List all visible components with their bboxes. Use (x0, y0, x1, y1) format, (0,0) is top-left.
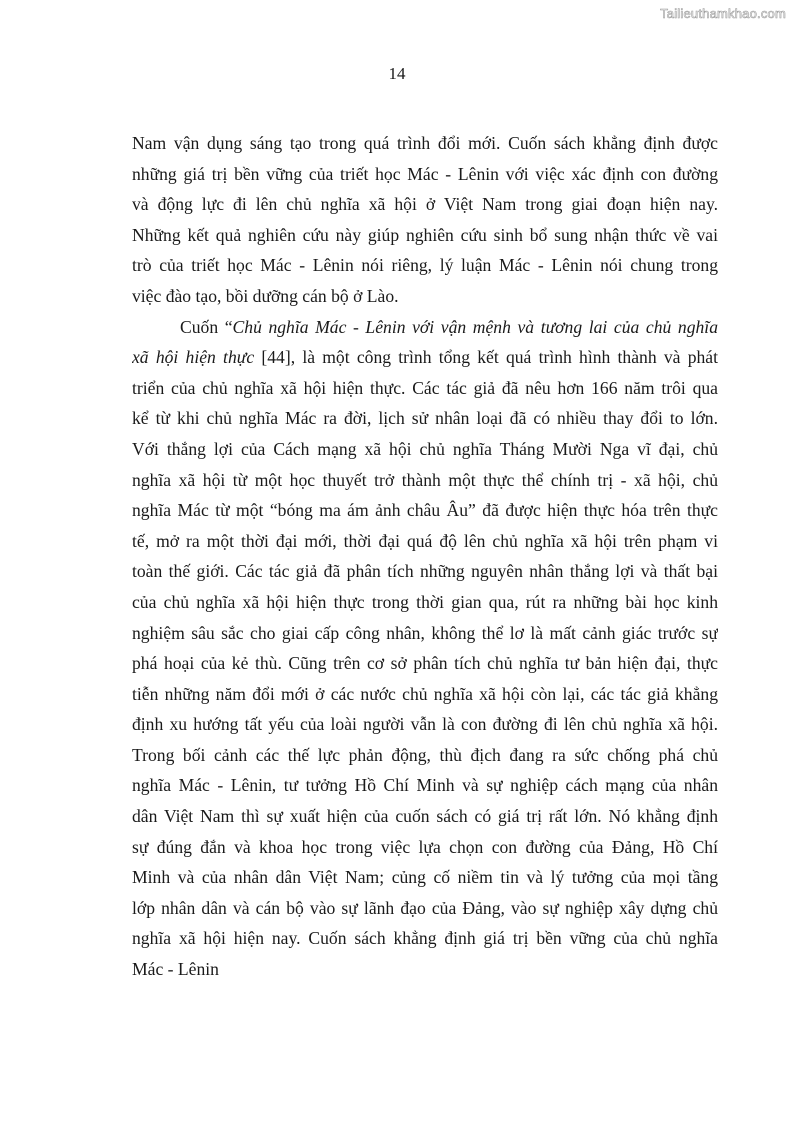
watermark-text: Tailieuthamkhao.com (660, 6, 786, 21)
paragraph-2-line: Minh và của nhân dân Việt Nam; củng cố niềm tin và lý tưởng của mọi tầng (132, 867, 718, 888)
book-title-part-2: xã hội hiện thực (132, 347, 255, 368)
paragraph-2-line: của chủ nghĩa xã hội hiện thực trong thời gian qua, rút ra những bài học kinh (132, 591, 718, 612)
paragraph-1-line: những giá trị bền vững của triết học Mác - Lênin với việc xác định con đường (132, 163, 718, 184)
paragraph-2-line: triển của chủ nghĩa xã hội hiện thực. Các tác giả đã nêu hơn 166 năm trôi qua (132, 377, 718, 398)
paragraph-2-citation: [44], là một công trình tổng kết quá trình hình thành và phát (254, 347, 718, 368)
paragraph-2-line: dân Việt Nam thì sự xuất hiện của cuốn sách có giá trị rất lớn. Nó khẳng định (132, 806, 718, 827)
paragraph-1-line: và động lực đi lên chủ nghĩa xã hội ở Việt Nam trong giai đoạn hiện nay. (132, 194, 718, 215)
paragraph-2-line: tiễn những năm đổi mới ở các nước chủ nghĩa xã hội còn lại, các tác giả khẳng (132, 683, 718, 704)
paragraph-2-line: nghĩa Mác - Lênin, tư tưởng Hồ Chí Minh và sự nghiệp cách mạng của nhân (132, 775, 718, 796)
page-number: 14 (388, 64, 406, 83)
paragraph-1-line: việc đào tạo, bồi dưỡng cán bộ ở Lào. (132, 285, 399, 306)
paragraph-2-line: nghĩa xã hội từ một học thuyết trở thành một thực thể chính trị - xã hội, chủ (132, 469, 718, 490)
paragraph-2-line: phá hoại của kẻ thù. Cũng trên cơ sở phân tích chủ nghĩa tư bản hiện đại, thực (132, 653, 718, 674)
paragraph-2-line: Mác - Lênin (132, 959, 219, 980)
paragraph-2-line: nghĩa Mác từ một “bóng ma ám ảnh châu Âu” đã được hiện thực hóa trên thực (132, 500, 718, 521)
paragraph-2-line: Trong bối cảnh các thế lực phản động, thù địch đang ra sức chống phá chủ (132, 744, 718, 765)
document-body (132, 128, 718, 985)
paragraph-2-line: sự đúng đắn và khoa học trong việc lựa chọn con đường của Đảng, Hồ Chí (132, 836, 718, 857)
paragraph-2-line: kể từ khi chủ nghĩa Mác ra đời, lịch sử nhân loại đã có nhiều thay đổi to lớn. (132, 408, 718, 429)
paragraph-2-line: Với thắng lợi của Cách mạng xã hội chủ nghĩa Tháng Mười Nga vĩ đại, chủ (132, 438, 718, 459)
paragraph-2-line: nghiệm sâu sắc cho giai cấp công nhân, không thể lơ là mất cảnh giác trước sự (132, 622, 718, 643)
paragraph-2-line: tế, mở ra một thời đại mới, thời đại quá độ lên chủ nghĩa xã hội trên phạm vi (132, 530, 718, 551)
paragraph-1-line: trò của triết học Mác - Lênin nói riêng, lý luận Mác - Lênin nói chung trong (132, 255, 718, 276)
paragraph-1-line: Những kết quả nghiên cứu này giúp nghiên cứu sinh bổ sung nhận thức về vai (132, 224, 718, 245)
paragraph-2-first-line (132, 312, 718, 343)
paragraph-2-line: định xu hướng tất yếu của loài người vẫn là con đường đi lên chủ nghĩa xã hội. (132, 714, 718, 735)
paragraph-2-second-line (132, 342, 718, 373)
paragraph-2-prefix: Cuốn “ (180, 316, 233, 337)
paragraph-1-line: Nam vận dụng sáng tạo trong quá trình đổi mới. Cuốn sách khẳng định được (132, 133, 718, 153)
paragraph-2-line: lớp nhân dân và cán bộ vào sự lãnh đạo của Đảng, vào sự nghiệp xây dựng chủ (132, 897, 718, 918)
paragraph-2-line: nghĩa xã hội hiện nay. Cuốn sách khẳng định giá trị bền vững của chủ nghĩa (132, 928, 718, 949)
paragraph-2-line: toàn thế giới. Các tác giả đã phân tích những nguyên nhân thắng lợi và thất bại (132, 561, 718, 582)
book-title-part-1: Chủ nghĩa Mác - Lênin với vận mệnh và tương lai của chủ nghĩa (232, 316, 718, 337)
